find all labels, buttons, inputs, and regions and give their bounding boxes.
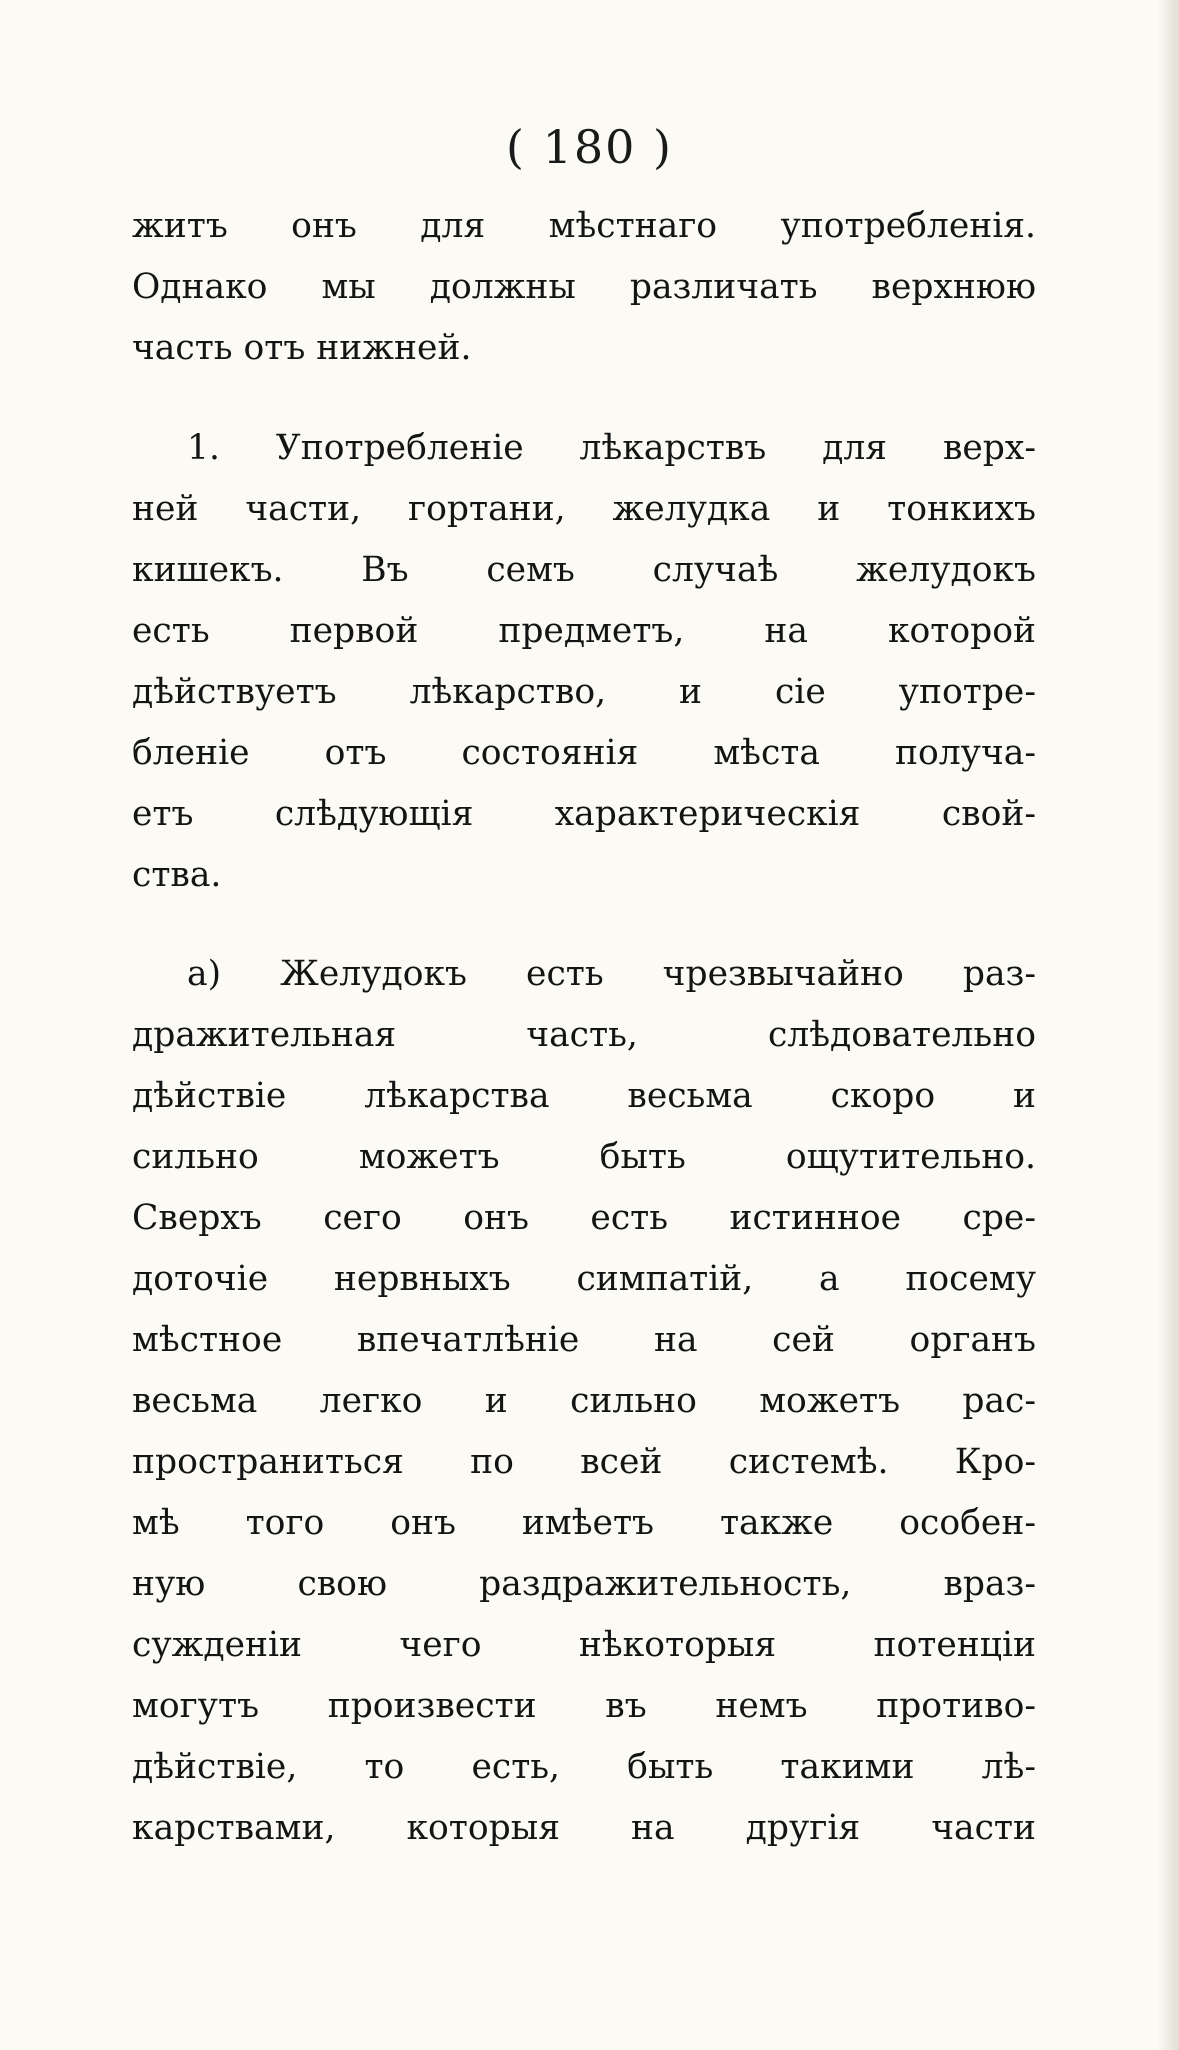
text-line: дражительная часть, слѣдовательно xyxy=(132,1015,1036,1055)
paragraph-section-1 xyxy=(132,418,1036,906)
text-line: дѣйствуетъ лѣкарство, и сіе употре- xyxy=(132,672,1036,712)
text-line: а) Желудокъ есть чрезвычайно раз- xyxy=(187,954,1036,994)
text-line: дѣйствіе лѣкарства весьма скоро и xyxy=(132,1076,1036,1116)
text-line: ства. xyxy=(132,855,222,895)
text-line: дѣйствіе, то есть, быть такими лѣ- xyxy=(132,1747,1036,1787)
page-number: ( 180 ) xyxy=(506,120,673,174)
text-line: Сверхъ сего онъ есть истинное сре- xyxy=(132,1198,1036,1238)
text-line: житъ онъ для мѣстнаго употребленія. xyxy=(132,206,1036,246)
text-line: могутъ произвести въ немъ противо- xyxy=(132,1686,1036,1726)
paragraph-continuation xyxy=(132,196,1036,379)
text-line: мѣ того онъ имѣетъ также особен- xyxy=(132,1503,1036,1543)
text-line: пространиться по всей системѣ. Кро- xyxy=(132,1442,1036,1482)
text-line: есть первой предметъ, на которой xyxy=(132,611,1036,651)
text-line: ней части, гортани, желудка и тонкихъ xyxy=(132,489,1036,529)
text-line: етъ слѣдующія характерическія свой- xyxy=(132,794,1036,834)
text-line: кишекъ. Въ семъ случаѣ желудокъ xyxy=(132,550,1036,590)
text-line: сильно можетъ быть ощутительно. xyxy=(132,1137,1036,1177)
text-line: весьма легко и сильно можетъ рас- xyxy=(132,1381,1036,1421)
paragraph-section-a xyxy=(132,944,1036,1859)
text-line: бленіе отъ состоянія мѣста получа- xyxy=(132,733,1036,773)
text-line: сужденіи чего нѣкоторыя потенціи xyxy=(132,1625,1036,1665)
text-line: Однако мы должны различать верхнюю xyxy=(132,267,1036,307)
text-line: мѣстное впечатлѣніе на сей органъ xyxy=(132,1320,1036,1360)
text-line: ную свою раздражительность, враз- xyxy=(132,1564,1036,1604)
text-line: доточіе нервныхъ симпатій, а посему xyxy=(132,1259,1036,1299)
text-line: карствами, которыя на другія части xyxy=(132,1808,1036,1848)
text-line: 1. Употребленіе лѣкарствъ для верх- xyxy=(187,428,1036,468)
page-edge-shadow xyxy=(1157,0,1179,2050)
text-line: часть отъ нижней. xyxy=(132,328,472,368)
